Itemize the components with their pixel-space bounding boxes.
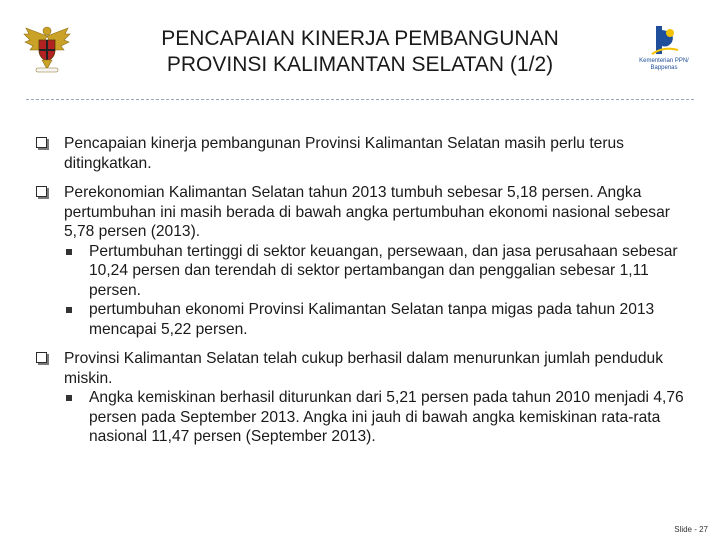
square-bullet-icon xyxy=(66,249,72,255)
slide-number: Slide - 27 xyxy=(674,525,708,534)
bullet-item xyxy=(34,134,694,173)
checkbox-bullet-icon xyxy=(36,352,47,363)
sub-bullet-text: Pertumbuhan tertinggi di sektor keuangan, persewaan, dan jasa perusahaan sebesar 10,24 persen dan terendah di sektor pertambangan dan penggalian sebesar 1,11 persen. xyxy=(89,242,678,299)
bullet-text: Pencapaian kinerja pembangunan Provinsi Kalimantan Selatan masih perlu terus ditingkatkan. xyxy=(64,135,624,172)
bappenas-logo-line1: Kementerian PPN/ xyxy=(639,58,689,64)
bappenas-logo-line2: Bappenas xyxy=(650,65,678,71)
checkbox-bullet-icon xyxy=(36,137,47,148)
sub-bullet-text: Angka kemiskinan berhasil diturunkan dari 5,21 persen pada tahun 2010 menjadi 4,76 persen pada September 2013. Angka ini jauh di bawah angka kemiskinan rata-rata nasional 11,47 persen (September 2013). xyxy=(89,389,684,445)
bullet-text: Provinsi Kalimantan Selatan telah cukup berhasil dalam menurunkan jumlah penduduk miskin. xyxy=(64,350,663,387)
sub-bullet-item xyxy=(64,242,694,301)
bappenas-logo-icon xyxy=(648,24,680,58)
bappenas-logo xyxy=(636,24,692,76)
sub-bullet-text: pertumbuhan ekonomi Provinsi Kalimantan Selatan tanpa migas pada tahun 2013 mencapai 5,22 persen. xyxy=(89,301,655,338)
sub-bullet-item xyxy=(64,388,694,447)
page-title xyxy=(118,26,602,78)
bullet-list xyxy=(34,134,694,457)
checkbox-bullet-icon xyxy=(36,186,47,197)
garuda-emblem-icon xyxy=(22,22,72,74)
bullet-item xyxy=(34,349,694,447)
bullet-item xyxy=(34,183,694,339)
sub-bullet-item xyxy=(64,300,694,339)
title-divider xyxy=(26,99,694,100)
square-bullet-icon xyxy=(66,395,72,401)
square-bullet-icon xyxy=(66,307,72,313)
page-title-line2: PROVINSI KALIMANTAN SELATAN (1/2) xyxy=(166,53,554,76)
bullet-text: Perekonomian Kalimantan Selatan tahun 2013 tumbuh sebesar 5,18 persen. Angka pertumbuhan ini masih berada di bawah angka pertumbuhan ekonomi nasional sebesar 5,78 persen (2013). xyxy=(64,184,670,240)
page-title-line1: PENCAPAIAN KINERJA PEMBANGUNAN xyxy=(161,27,559,50)
